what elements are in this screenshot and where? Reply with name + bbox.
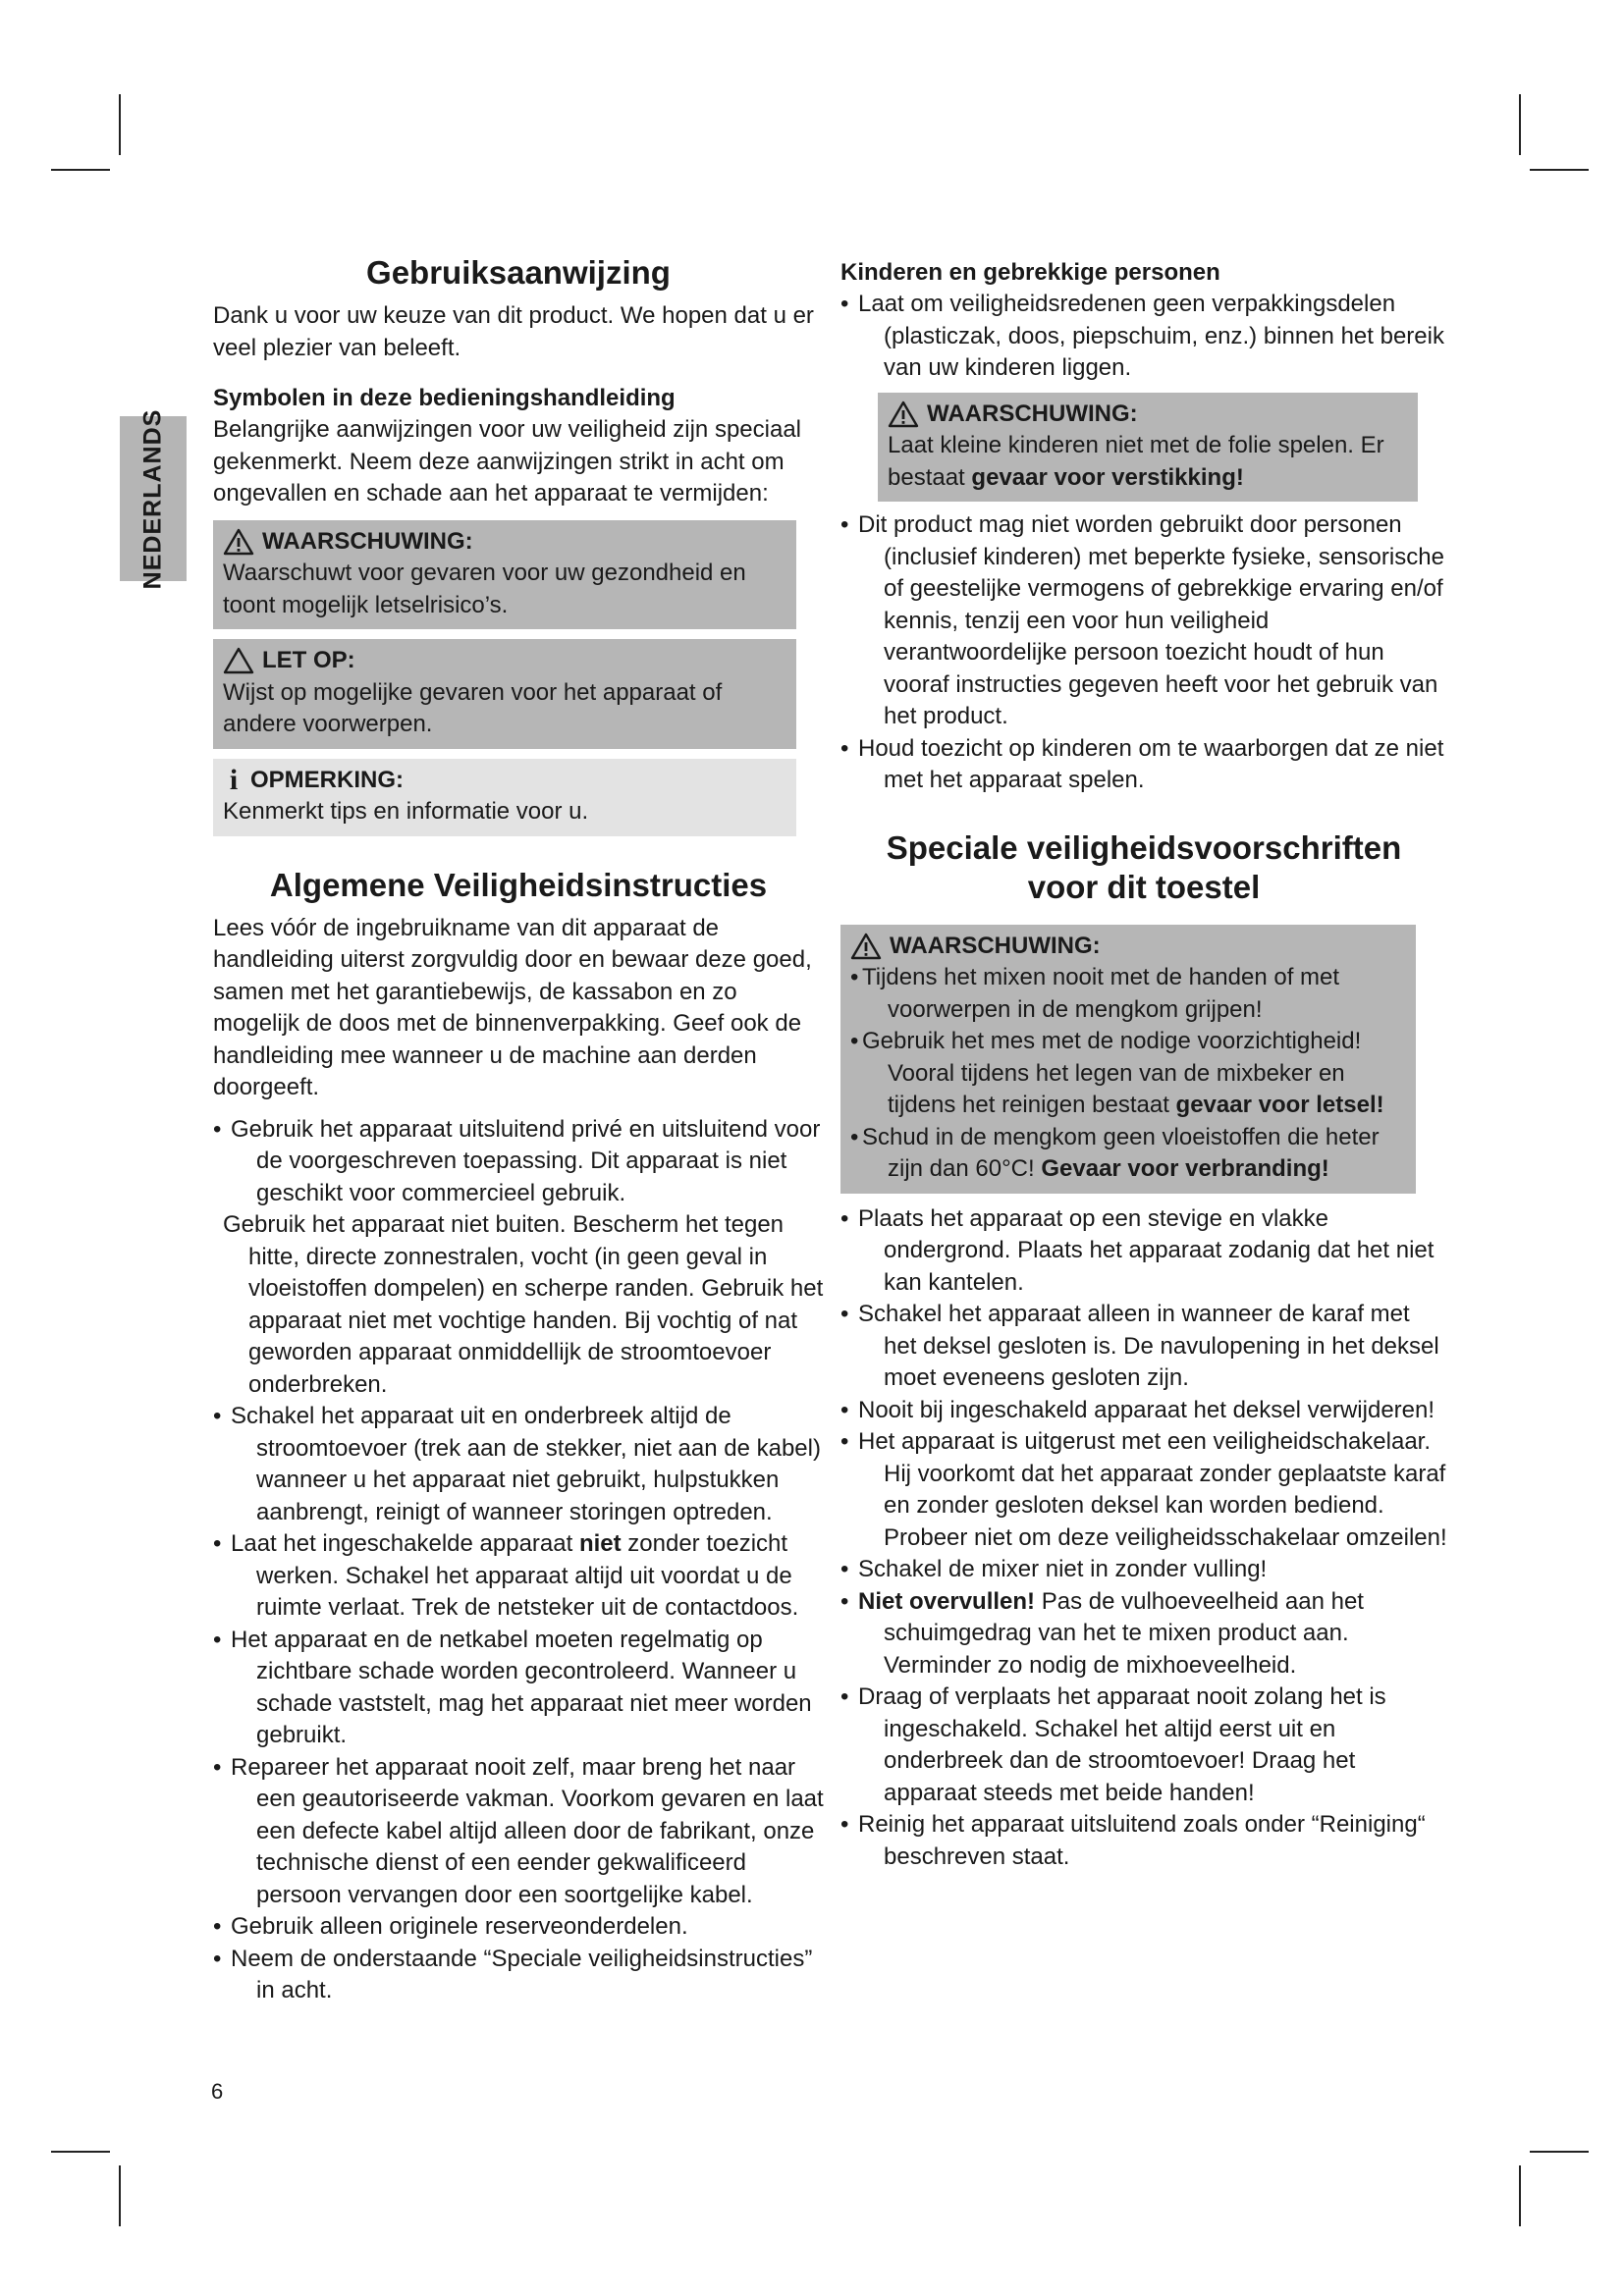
symbols-heading: Symbolen in deze bedieningshandleiding: [213, 385, 676, 411]
list-item: [850, 1026, 1404, 1122]
warning-title-row: [888, 399, 1406, 431]
caution-box: [213, 639, 796, 749]
list-item: • Schakel het apparaat uit en onderbreek altijd de stroomtoevoer (trek aan de stekker, niet aan de kabel) wanneer u het apparaat niet gebruikt, hulpstukken aanbrengt, reinigt of wanneer storingen optreden.: [213, 1401, 824, 1528]
general-safety-title: Algemene Veiligheidsinstructies: [269, 866, 768, 903]
children-list-continued: [840, 509, 1447, 797]
left-column: [213, 253, 824, 2007]
warning-title: WAARSCHUWING:: [927, 400, 1138, 427]
children-list: [840, 289, 1447, 385]
right-column: [840, 257, 1447, 1873]
list-item: • Neem de onderstaande “Speciale veiligheidsinstructies” in acht.: [213, 1944, 824, 2007]
list-item: • Het apparaat is uitgerust met een veiligheidschakelaar. Hij voorkomt dat het apparaat zonder geplaatste karaf en zonder gesloten deksel kan worden bediend. Probeer niet om deze veiligheidsschakelaar omzeilen!: [840, 1426, 1447, 1554]
info-icon: i: [229, 763, 239, 796]
list-item: • Reinig het apparaat uitsluitend zoals onder “Reiniging“ beschreven staat.: [840, 1809, 1447, 1873]
warning-list: [850, 962, 1404, 1186]
page-number: 6: [211, 2079, 224, 2104]
crop-mark: [119, 94, 121, 155]
warning-text: Waarschuwt voor gevaren voor uw gezondheid en toont mogelijk letselrisico’s.: [223, 560, 746, 618]
list-item: • Houd toezicht op kinderen om te waarborgen dat ze niet met het apparaat spelen.: [840, 733, 1447, 797]
warning-triangle-icon: [850, 933, 882, 960]
list-item: [840, 1586, 1447, 1682]
item-text: Schud in de mengkom geen vloeistoffen die heter zijn dan 60°C!: [862, 1123, 1380, 1182]
list-item: Gebruik het apparaat niet buiten. Bescherm het tegen hitte, directe zonnestralen, vocht (in geen geval in vloeistoffen dompelen) en scherpe randen. Gebruik het apparaat niet met vochtige handen. Bij vochtig of nat geworden apparaat onmiddellijk de stroomtoevoer onderbreken.: [223, 1211, 824, 1398]
page-title: Gebruiksaanwijzing: [366, 254, 671, 291]
language-label: NEDERLANDS: [138, 408, 167, 589]
warning-triangle-icon: [223, 528, 254, 556]
general-intro: Lees vóór de ingebruikname van dit apparaat de handleiding uiterst zorgvuldig door en bewaar deze goed, samen met het garantiebewijs, de kassabon en zo mogelijk de doos met de binnenverpakking. Geef ook de handleiding mee wanneer u de machine aan derden doorgeeft.: [213, 914, 812, 1100]
warning-bold-text: gevaar voor verstikking!: [971, 463, 1244, 491]
language-side-tab: [120, 408, 187, 589]
note-title: OPMERKING:: [250, 766, 404, 793]
children-heading: Kinderen en gebrekkige personen: [840, 259, 1220, 286]
symbols-text: Belangrijke aanwijzingen voor uw veiligheid zijn speciaal gekenmerkt. Neem deze aanwijzingen strikt in acht om ongevallen en schade aan het apparaat te vermijden:: [213, 416, 802, 507]
list-item: • Schakel het apparaat alleen in wanneer de karaf met het deksel gesloten is. De navulopening in het deksel moet eveneens gesloten zijn.: [840, 1299, 1447, 1395]
warning-title: WAARSCHUWING:: [890, 932, 1101, 959]
caution-title: LET OP:: [262, 647, 355, 673]
item-text: zonder toezicht werken. Schakel het apparaat altijd uit voordat u de ruimte verlaat. Trek de netsteker uit de contactdoos.: [256, 1530, 799, 1621]
item-bold-text: niet: [578, 1530, 622, 1557]
warning-triangle-icon: [888, 400, 919, 428]
warning-text-part: Laat kleine kinderen niet met de folie spelen. Er bestaat: [888, 432, 1384, 491]
list-item: • Nooit bij ingeschakeld apparaat het deksel verwijderen!: [840, 1395, 1447, 1427]
list-item: • Plaats het apparaat op een stevige en vlakke ondergrond. Plaats het apparaat zodanig dat het niet kan kantelen.: [840, 1203, 1447, 1300]
crop-mark: [51, 2151, 110, 2153]
list-item: [213, 1528, 824, 1625]
list-item: • Het apparaat en de netkabel moeten regelmatig op zichtbare schade worden gecontroleerd. Wanneer u schade vaststelt, mag het apparaat niet meer worden gebruikt.: [213, 1625, 824, 1752]
note-title-row: [223, 765, 785, 797]
crop-mark: [1530, 169, 1589, 171]
special-warning-box: [840, 925, 1416, 1194]
crop-mark: [51, 169, 110, 171]
list-item: [850, 1122, 1404, 1186]
note-text: Kenmerkt tips en informatie voor u.: [223, 798, 589, 825]
list-item: • Tijdens het mixen nooit met de handen of met voorwerpen in de mengkom grijpen!: [850, 962, 1404, 1026]
list-item: • Repareer het apparaat nooit zelf, maar breng het naar een geautoriseerde vakman. Voorkom gevaren en laat een defecte kabel altijd alleen door de fabrikant, onze technische dienst of een eender gekwalificeerd persoon vervangen door een soortgelijke kabel.: [213, 1752, 824, 1912]
item-bold-text: gevaar voor letsel!: [1175, 1092, 1384, 1118]
list-item: • Gebruik alleen originele reserveonderdelen.: [213, 1911, 824, 1944]
list-item: • Laat om veiligheidsredenen geen verpakkingsdelen (plasticzak, doos, piepschuim, enz.) binnen het bereik van uw kinderen liggen.: [840, 289, 1447, 385]
caution-title-row: [223, 645, 785, 677]
crop-mark: [119, 2165, 121, 2226]
special-safety-title-line1: Speciale veiligheidsvoorschriften: [886, 828, 1402, 866]
warning-title-row: [850, 931, 1404, 963]
list-item: • Dit product mag niet worden gebruikt door personen (inclusief kinderen) met beperkte fysieke, sensorische of geestelijke vermogens of gebrekkige ervaring en/of kennis, tenzij een voor hun veiligheid verantwoordelijke persoon toezicht houdt of hun vooraf instructies gegeven heeft voor het gebruik van het product.: [840, 509, 1447, 733]
item-text: Gebruik het mes met de nodige voorzichtigheid! Vooral tijdens het legen van de mixbeker en tijdens het reinigen bestaat: [862, 1028, 1362, 1118]
item-bold-text: Gevaar voor verbranding!: [1041, 1155, 1329, 1182]
caution-triangle-icon: [223, 647, 254, 674]
children-warning-box: [878, 393, 1418, 503]
item-bold-text: Niet overvullen!: [858, 1587, 1036, 1615]
crop-mark: [1530, 2151, 1589, 2153]
list-item: • Gebruik het apparaat uitsluitend privé en uitsluitend voor de voorgeschreven toepassing. Dit apparaat is niet geschikt voor commercieel gebruik.: [213, 1114, 824, 1210]
item-text: Pas de vulhoeveelheid aan het schuimgedrag van het te mixen product aan. Verminder zo nodig de mixhoeveelheid.: [884, 1587, 1364, 1679]
special-safety-title-line2: voor dit toestel: [1027, 868, 1261, 905]
crop-mark: [1519, 94, 1521, 155]
item-text: Laat het ingeschakelde apparaat: [231, 1530, 579, 1557]
list-item: • Draag of verplaats het apparaat nooit zolang het is ingeschakeld. Schakel het altijd eerst uit en onderbreek dan de stroomtoevoer! Draag het apparaat steeds met beide handen!: [840, 1682, 1447, 1809]
warning-title-row: [223, 526, 785, 559]
intro-text: Dank u voor uw keuze van dit product. We hopen dat u er veel plezier van beleeft.: [213, 302, 814, 361]
warning-title: WAARSCHUWING:: [262, 527, 473, 555]
warning-box: [213, 520, 796, 630]
general-safety-list: [213, 1114, 824, 2007]
caution-text: Wijst op mogelijke gevaren voor het apparaat of andere voorwerpen.: [223, 678, 723, 737]
note-box: [213, 759, 796, 836]
warning-text: [888, 430, 1406, 494]
crop-mark: [1519, 2165, 1521, 2226]
list-item: • Schakel de mixer niet in zonder vulling!: [840, 1554, 1447, 1586]
special-safety-list: [840, 1203, 1447, 1874]
